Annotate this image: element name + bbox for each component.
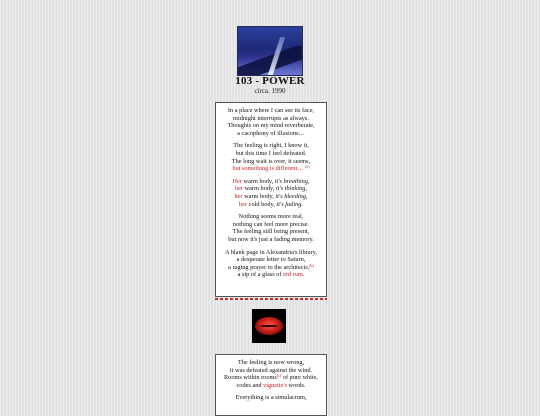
poem-line: midnight interrupts as always. xyxy=(233,114,309,122)
line-text: . xyxy=(302,271,305,279)
poem-line xyxy=(216,382,326,390)
red-lips-image xyxy=(252,309,286,343)
poem-line xyxy=(216,193,326,201)
page-subtitle: circa. 1990 xyxy=(254,87,286,95)
poem-box-1 xyxy=(215,102,327,297)
header-night-road-image xyxy=(237,26,303,76)
poem-line: The feeling is now wrong, xyxy=(237,359,305,366)
warm-body-text: warm body, xyxy=(241,177,275,185)
poem-line xyxy=(216,185,326,193)
poem-line: nothing can feel more precise. xyxy=(232,220,310,228)
stanza-1 xyxy=(216,107,326,137)
line-text: of pure white, xyxy=(281,374,319,382)
poem-line: Thoughts on my mind reverberate, xyxy=(227,122,315,130)
stanza-7 xyxy=(216,394,326,402)
poem-line xyxy=(216,201,326,209)
poem-line: but now it's just a fading memory. xyxy=(228,235,314,243)
poem-line: Nothing seems more real, xyxy=(238,213,304,221)
poem-box-2 xyxy=(215,354,327,416)
page-title: 103 - POWER xyxy=(235,75,305,87)
stanza-2 xyxy=(216,142,326,172)
footnote-link[interactable]: (b) xyxy=(309,262,314,268)
poem-line xyxy=(216,374,326,382)
red-rum-link[interactable]: red rum xyxy=(283,271,303,279)
line-text: codes and xyxy=(236,381,264,389)
footnote-link[interactable]: (a) xyxy=(305,164,310,170)
poem-line: The feeling still being present, xyxy=(232,228,310,236)
poem-line: Everything is a simulacrum, xyxy=(235,394,307,402)
poem-line: it was defeated against the wind. xyxy=(229,366,313,374)
stanza-5 xyxy=(216,249,326,279)
poem-line: a desperate letter to Saturn, xyxy=(236,256,306,264)
line-text: a sip of a glass of xyxy=(237,271,284,279)
poem-line xyxy=(216,178,326,186)
line-text: Rooms within rooms xyxy=(223,374,277,382)
poem-line: The long wait is over, it seems, xyxy=(231,157,311,165)
stanza-6 xyxy=(216,359,326,389)
poem-line xyxy=(216,271,326,279)
warm-body-text: warm body, xyxy=(242,192,276,200)
footnote-link[interactable]: (c) xyxy=(276,373,282,379)
cold-body-text: cold body, xyxy=(247,200,277,208)
italic-text: it's fading. xyxy=(276,200,303,208)
her-word: her xyxy=(239,200,248,208)
poem-line: In a place where I can see its face, xyxy=(227,107,315,114)
poem-line: a cacophony of illusions… xyxy=(237,129,305,137)
red-text: but something is different… xyxy=(232,165,304,173)
poem-line xyxy=(216,264,326,272)
poem-line-red xyxy=(216,165,326,173)
poem-line: but this time I feel defeated. xyxy=(235,149,307,157)
mouth-line xyxy=(260,325,278,327)
line-text: a raging prayer to the architects, xyxy=(228,263,310,271)
line-text: words. xyxy=(286,381,306,389)
italic-text: it's bleeding, xyxy=(275,192,308,200)
vignette-link[interactable]: vignette's xyxy=(263,381,287,389)
her-word: her xyxy=(235,185,244,193)
stanza-3 xyxy=(216,178,326,208)
warm-body-text: warm body, xyxy=(243,185,276,193)
italic-text: it's thinking, xyxy=(275,185,307,193)
poem-line: The feeling is right, I know it, xyxy=(233,142,309,150)
stanza-4 xyxy=(216,213,326,243)
italic-text: it's breathing, xyxy=(274,177,310,185)
her-word: Her xyxy=(232,177,242,185)
her-word: her xyxy=(234,192,243,200)
poem-line: A blank page in Alexandria's library, xyxy=(224,248,317,256)
